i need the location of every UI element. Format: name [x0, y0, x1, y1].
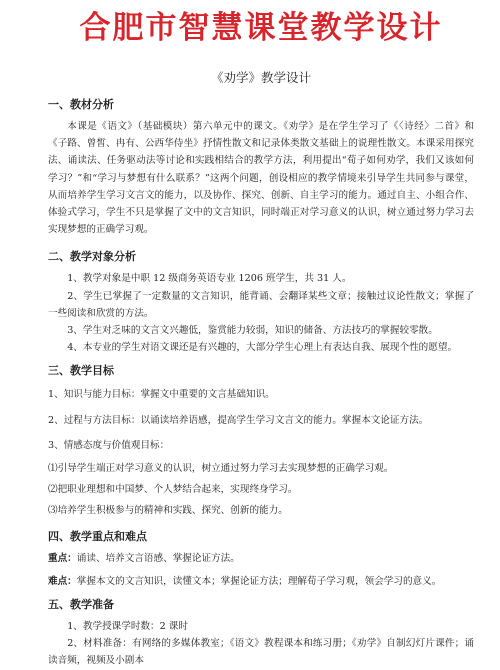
students-item-4: 4、本专业的学生对语文课还是有兴趣的，大部分学生心理上有表达自我、展现个性的愿望。: [67, 342, 458, 354]
preparation-item-1: 1、教学授课学时数：2 课时: [67, 621, 188, 633]
goal-sub-item-1: ⑴引导学生端正对学习意义的认识，树立通过努力学习去实现梦想的正确学习观。: [48, 463, 394, 475]
section-heading-key-points: 四、教学重点和难点: [48, 529, 147, 543]
difficulty-label: 难点：: [48, 575, 77, 587]
section-heading-goals: 三、教学目标: [48, 364, 114, 378]
materials-paragraph: 本课是《语文》（基础模块）第六单元中的课文。《劝学》是在学生学习了《〈诗经〉二首》和《子路、曾皙、冉有、公西华侍坐》抒情性散文和记录体类散文基础上的说理性散文。本课采用探究法、诵读法、任务驱动法等讨论和实践相结合的教学方法，利用提出“荀子如何劝学，我们又该如何学习？”和“学习与梦想有什么联系？”这两个问题，创设相应的教学情境来引导学生共同参与课堂，从而培养学生学习文言文的能力，以及协作、探究、创新、自主学习的能力。通过自主、小组合作、体验式学习，学生不只是掌握了文中的文言知识，同时端正对学习意义的认识，树立通过努力学习去实现梦想的正确学习观。: [48, 121, 474, 236]
difficulty-line: [48, 573, 474, 590]
goal-sub-item-3: ⑶培养学生积极参与的精神和实践、探究、创新的能力。: [48, 505, 288, 517]
goal-item-1: 1、知识与能力目标：掌握文中重要的文言基础知识。: [48, 389, 275, 401]
key-point-line: [48, 550, 474, 567]
goal-sub-item-2: ⑵把职业理想和中国梦、个人梦结合起来，实现终身学习。: [48, 484, 298, 496]
section-heading-materials: 一、教材分析: [48, 98, 114, 111]
goal-item-2: 2、过程与方法目标：以诵读培养语感，提高学生学习文言文的能力。掌握本文论证方法。: [48, 414, 429, 426]
goal-item-3: 3、情感态度与价值观目标：: [48, 439, 170, 451]
key-point-text: 诵读、培养文言语感、掌握论证方法。: [76, 552, 240, 564]
section-heading-preparation: 五、教学准备: [48, 598, 114, 612]
students-item-3: 3、学生对乏味的文言文兴趣低，鉴赏能力较弱，知识的储备、方法技巧的掌握较零散。: [67, 325, 438, 337]
key-point-label: 重点：: [48, 552, 77, 564]
difficulty-text: 掌握本文的文言知识，读懂文本；掌握论证方法；理解荀子学习观，领会学习的意义。: [76, 575, 442, 587]
students-item-1: 1、教学对象是中职 12 级商务英语专业 1206 班学生，共 31 人。: [67, 273, 352, 285]
preparation-item-2: 2、材料准备：有网络的多媒体教室；《语文》教程课本和练习册；《劝学》自制幻灯片课件；诵读音频，视频及小剧本: [48, 638, 474, 667]
document-sub-title: 《劝学》教学设计: [210, 70, 311, 85]
document-main-title: 合肥市智慧课堂教学设计: [79, 10, 443, 46]
section-heading-students: 二、教学对象分析: [48, 250, 136, 264]
students-item-2: 2、学生已掌握了一定数量的文言知识，能背诵、会翻译某些文章；接触过议论性散文；掌握了一些阅读和欣赏的方法。: [48, 290, 474, 319]
